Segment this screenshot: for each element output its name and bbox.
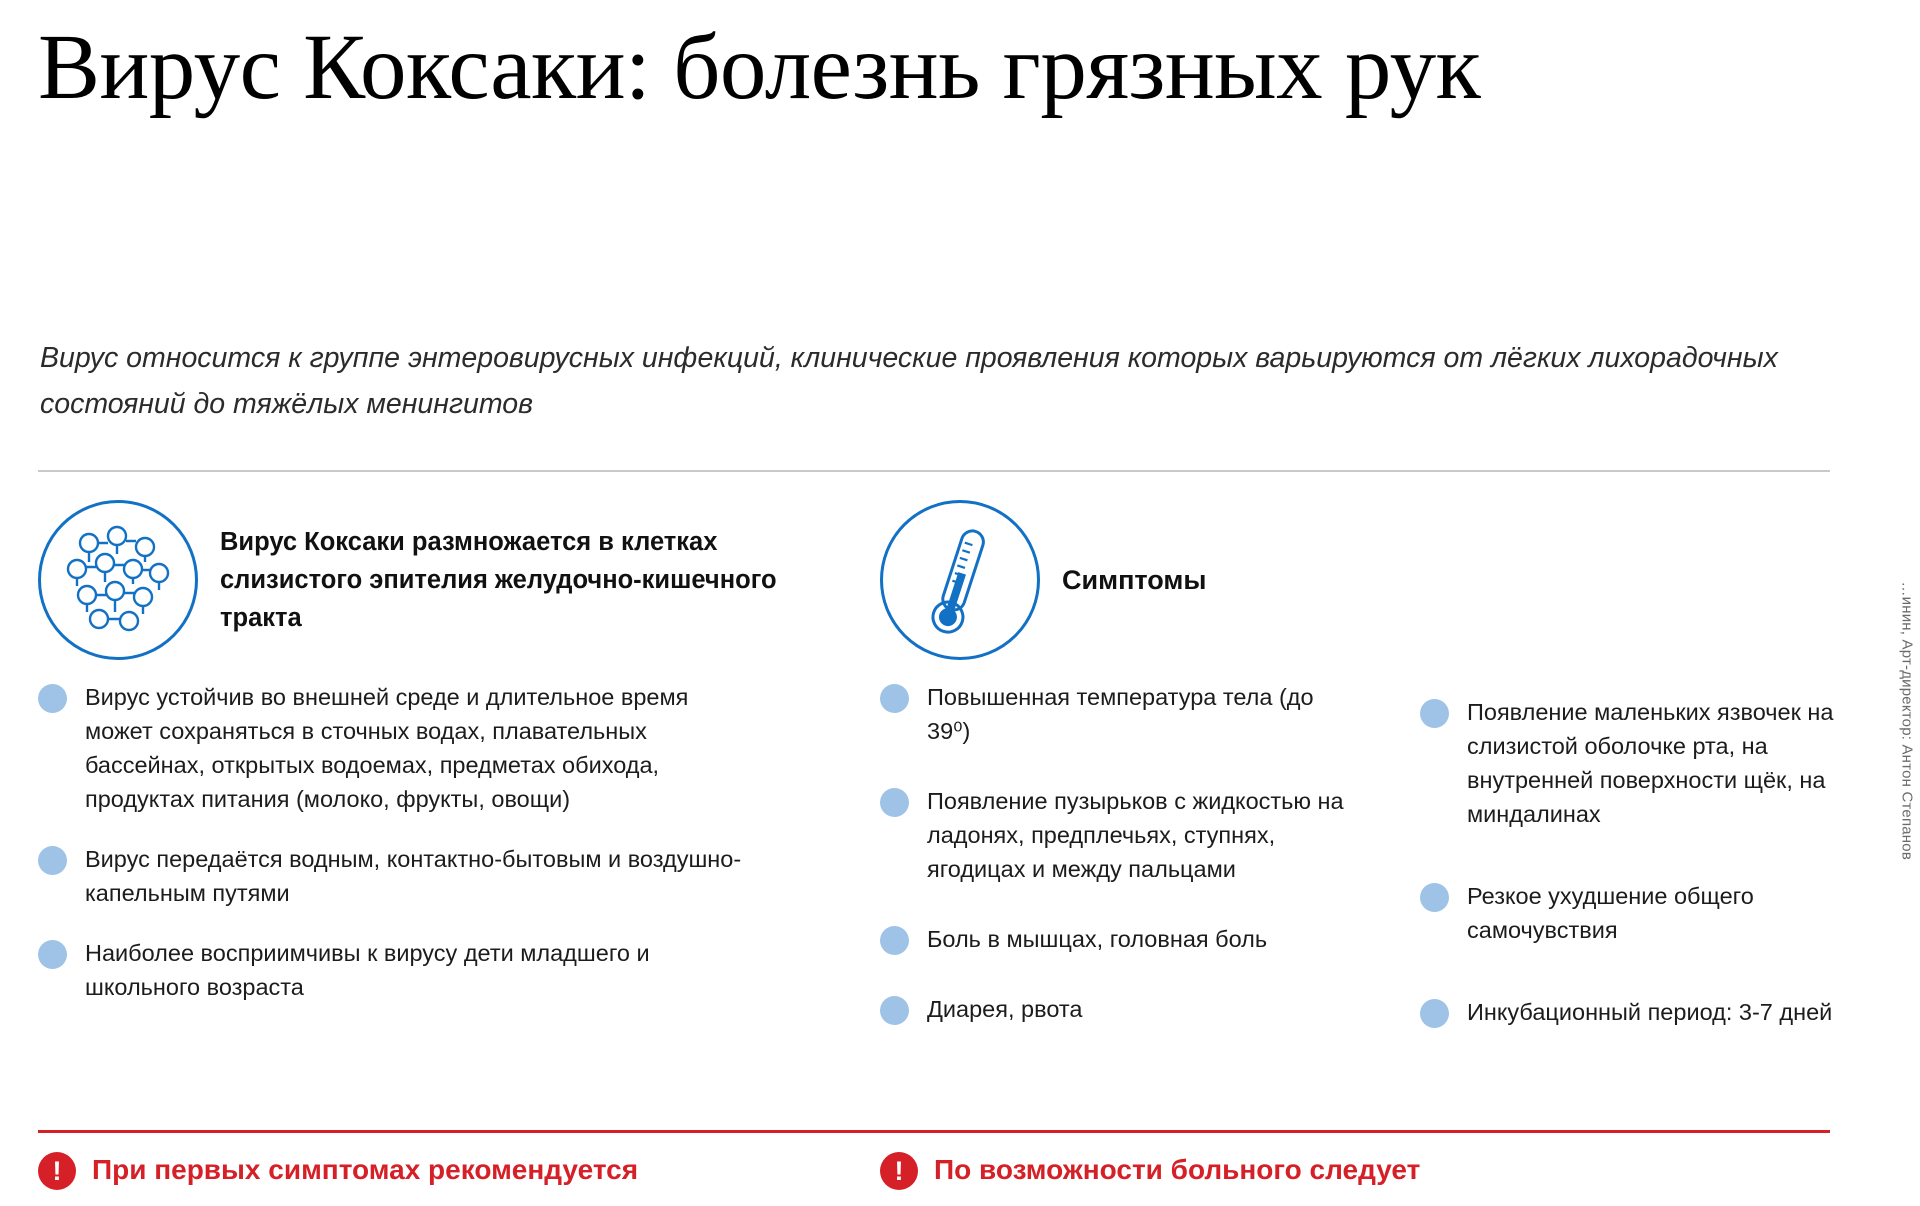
footer-text: При первых симптомах рекомендуется: [92, 1154, 639, 1185]
list-item: [880, 922, 1400, 956]
column-heading-row: [880, 500, 1400, 660]
list-item: [880, 992, 1400, 1026]
exclamation-icon: !: [880, 1152, 918, 1190]
list-item: [38, 842, 778, 910]
column-heading-row: [38, 500, 778, 660]
column-symptoms-continued: [1420, 500, 1840, 1077]
list-item: [1420, 879, 1840, 947]
bullet-text: Диарея, рвота: [927, 996, 1083, 1023]
bullet-text: Появление пузырьков с жидкостью на ладонях, предплечьях, ступнях, ягодицах и между пальцами: [927, 788, 1344, 883]
bullet-dot-icon: [880, 926, 909, 955]
credit-line: …инин, Арт-директор: Антон Степанов: [1899, 581, 1916, 860]
thermometer-icon: [880, 500, 1040, 660]
bullet-dot-icon: [880, 684, 909, 713]
page-title: Вирус Коксаки: болезнь грязных рук: [38, 16, 1481, 119]
bullet-dot-icon: [38, 940, 67, 969]
bullet-text: Резкое ухудшение общего самочувствия: [1467, 883, 1754, 944]
footer-advice-1: [38, 1152, 838, 1190]
bullet-list-left: [38, 680, 778, 1005]
bullet-dot-icon: [880, 996, 909, 1025]
bullet-dot-icon: [1420, 699, 1449, 728]
list-item: [880, 784, 1400, 886]
list-item: [1420, 995, 1840, 1029]
bullet-dot-icon: [38, 846, 67, 875]
bullet-dot-icon: [1420, 999, 1449, 1028]
exclamation-icon: !: [38, 1152, 76, 1190]
bullet-text: Наиболее восприимчивы к вирусу дети младшего и школьного возраста: [85, 940, 650, 1001]
list-item: [880, 680, 1400, 748]
list-item: [38, 936, 778, 1004]
page-subtitle: Вирус относится к группе энтеровирусных инфекций, клинические проявления которых варьируются от лёгких лихорадочных состояний до тяжёлых менингитов: [40, 342, 1778, 421]
bullet-text: Вирус устойчив во внешней среде и длительное время может сохраняться в сточных водах, плавательных бассейнах, открытых водоемах, предметах обихода, продуктах питания (молоко, фрукты, овощи): [85, 684, 689, 813]
bullet-dot-icon: [1420, 883, 1449, 912]
column-heading-text: Симптомы: [1062, 564, 1207, 595]
column-symptoms: [880, 500, 1400, 1062]
bullet-list-symptoms: [880, 680, 1400, 1026]
bullet-text: Вирус передаётся водным, контактно-бытовым и воздушно-капельным путями: [85, 846, 742, 907]
bullet-text: Боль в мышцах, головная боль: [927, 926, 1268, 953]
column-transmission: [38, 500, 778, 1031]
bullet-text: Повышенная температура тела (до 39⁰): [927, 684, 1314, 745]
bullet-list-symptoms-2: [1420, 695, 1840, 1029]
bullet-text: Инкубационный период: 3-7 дней: [1467, 999, 1833, 1026]
bullet-dot-icon: [38, 684, 67, 713]
footer-advice-2: [880, 1152, 1740, 1190]
bullet-text: Появление маленьких язвочек на слизистой оболочке рта, на внутренней поверхности щёк, на миндалинах: [1467, 699, 1834, 828]
footer-text: По возможности больного следует: [934, 1154, 1421, 1185]
divider-top: [38, 470, 1830, 472]
list-item: [1420, 695, 1840, 831]
virus-icon: [38, 500, 198, 660]
list-item: [38, 680, 778, 816]
column-heading-text: Вирус Коксаки размножается в клетках слизистого эпителия желудочно-кишечного тракта: [220, 527, 777, 633]
bullet-dot-icon: [880, 788, 909, 817]
divider-bottom: [38, 1130, 1830, 1133]
